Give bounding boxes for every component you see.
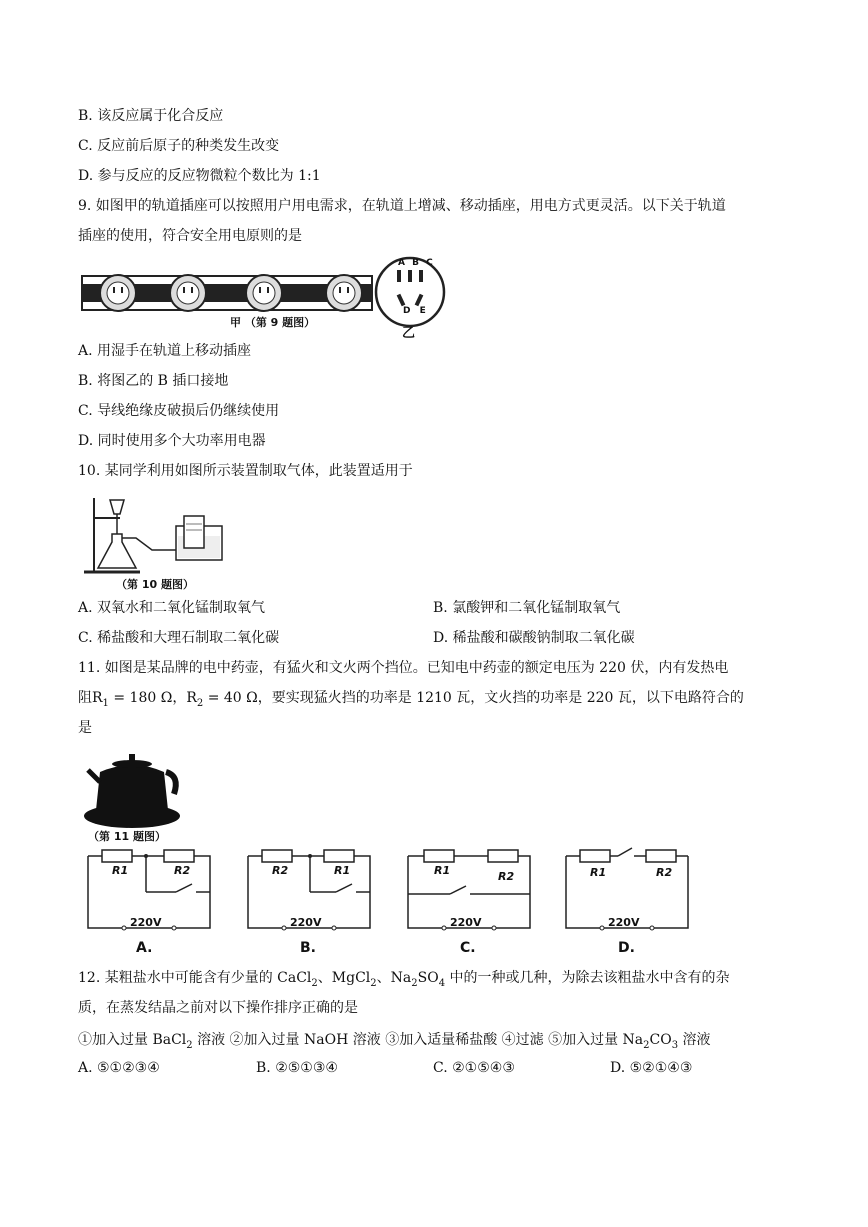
circuit-d-voltage: 220V bbox=[608, 916, 640, 929]
circuit-c-voltage: 220V bbox=[450, 916, 482, 929]
socket-letters-top: A B C bbox=[398, 258, 435, 268]
q11-circuits bbox=[84, 846, 704, 964]
socket-icon bbox=[170, 275, 206, 311]
socket-icon bbox=[326, 275, 362, 311]
circuit-d-r2-label: R2 bbox=[656, 866, 673, 879]
q11-stem-line2: 阻$R_1 = 180$ Ω，$R_2 = 40$ Ω，要实现猛火挡的功率是 1210 瓦，文火挡的功率是 220 瓦，以下电路符合的 bbox=[78, 690, 744, 709]
socket-icon bbox=[246, 275, 282, 311]
q8-option-b: B. 该反应属于化合反应 bbox=[78, 108, 224, 124]
circuit-b-r1-label: R1 bbox=[334, 864, 351, 877]
q12-option-d: D. ⑤②①④③ bbox=[610, 1060, 693, 1076]
circuit-c-r1-label: R1 bbox=[434, 864, 451, 877]
q11-figure-caption: （第 11 题图） bbox=[88, 830, 166, 843]
q12-option-c: C. ②①⑤④③ bbox=[433, 1060, 515, 1076]
q9-figure bbox=[80, 256, 450, 341]
q10-figure-caption: （第 10 题图） bbox=[116, 578, 194, 591]
q8-option-c: C. 反应前后原子的种类发生改变 bbox=[78, 138, 280, 154]
circuit-a-label: A. bbox=[136, 940, 153, 956]
q10-option-c: C. 稀盐酸和大理石制取二氧化碳 bbox=[78, 630, 280, 646]
medicine-pot-figure bbox=[80, 752, 190, 832]
q8-option-d: D. 参与反应的反应物微粒个数比为 1:1 bbox=[78, 168, 321, 184]
q9-stem-line2: 插座的使用，符合安全用电原则的是 bbox=[78, 228, 302, 244]
q10-stem: 10. 某同学利用如图所示装置制取气体，此装置适用于 bbox=[78, 463, 413, 479]
socket-icon bbox=[100, 275, 136, 311]
circuit-d-label: D. bbox=[618, 940, 635, 956]
q9-figure-caption-jia: 甲 （第 9 题图） bbox=[230, 316, 316, 329]
q9-option-d: D. 同时使用多个大功率用电器 bbox=[78, 433, 266, 449]
circuit-a-voltage: 220V bbox=[130, 916, 162, 929]
gas-apparatus-figure bbox=[80, 490, 230, 580]
q11-figure bbox=[80, 752, 190, 846]
q10-option-a: A. 双氧水和二氧化锰制取氧气 bbox=[78, 600, 266, 616]
q12-option-a: A. ⑤①②③④ bbox=[78, 1060, 160, 1076]
q12-stem-line2: 质，在蒸发结晶之前对以下操作排序正确的是 bbox=[78, 1000, 358, 1016]
circuit-c-label: C. bbox=[460, 940, 476, 956]
q12-stem-line1: 12. 某粗盐水中可能含有少量的 CaCl$_2$、MgCl$_2$、$Na_2SO_4$ 中的一种或几种，为除去该粗盐水中含有的杂 bbox=[78, 970, 730, 989]
circuit-d-r1-label: R1 bbox=[590, 866, 607, 879]
q9-figure-caption-yi: 乙 bbox=[402, 326, 416, 341]
circuit-a-r1-label: R1 bbox=[112, 864, 129, 877]
q9-option-a: A. 用湿手在轨道上移动插座 bbox=[78, 343, 252, 359]
circuit-b-r2-label: R2 bbox=[272, 864, 289, 877]
q10-option-d: D. 稀盐酸和碳酸钠制取二氧化碳 bbox=[433, 630, 635, 646]
circuit-b-label: B. bbox=[300, 940, 316, 956]
q10-figure bbox=[80, 490, 230, 592]
q11-stem-line1: 11. 如图是某品牌的电中药壶，有猛火和文火两个挡位。已知电中药壶的额定电压为 220 伏，内有发热电 bbox=[78, 660, 729, 676]
q9-stem-line1: 9. 如图甲的轨道插座可以按照用户用电需求，在轨道上增减、移动插座，用电方式更灵活。以下关于轨道 bbox=[78, 198, 726, 214]
q12-option-b: B. ②⑤①③④ bbox=[256, 1060, 338, 1076]
q9-option-c: C. 导线绝缘皮破损后仍继续使用 bbox=[78, 403, 280, 419]
circuit-b-voltage: 220V bbox=[290, 916, 322, 929]
q9-option-b: B. 将图乙的 B 插口接地 bbox=[78, 373, 229, 389]
circuit-a-r2-label: R2 bbox=[174, 864, 191, 877]
q11-stem-line3: 是 bbox=[78, 720, 92, 736]
circuit-c-r2-label: R2 bbox=[498, 870, 515, 883]
q12-operations: ①加入过量 BaCl$_2$ 溶液 ②加入过量 NaOH 溶液 ③加入适量稀盐酸 ④过滤 ⑤加入过量 $Na_2CO_3$ 溶液 bbox=[78, 1032, 711, 1051]
q10-option-b: B. 氯酸钾和二氧化锰制取氧气 bbox=[433, 600, 621, 616]
socket-letters-bottom: D E bbox=[403, 306, 429, 316]
